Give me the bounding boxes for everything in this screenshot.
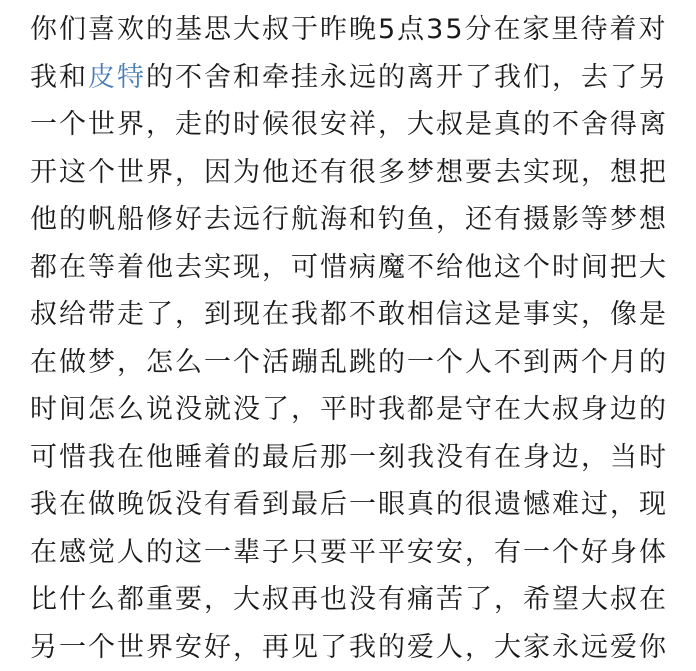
post-text: 比什么都重要，大叔再也没有痛苦了，希望大叔在 (30, 584, 668, 615)
post-text: 他的帆船修好去远行航海和钓鱼，还有摄影等梦想 (30, 204, 668, 235)
post-text: 可惜我在他睡着的最后那一刻我没有在身边，当时 (30, 442, 668, 473)
post-line (30, 529, 680, 577)
post-line (30, 291, 680, 339)
post-line (30, 386, 680, 434)
post-text: 的不舍和牵挂永远的离开了我们，去了另 (146, 62, 668, 93)
post-text: 我在做晚饭没有看到最后一眼真的很遗憾难过，现 (30, 489, 668, 520)
post-text: 都在等着他去实现，可惜病魔不给他这个时间把大 (30, 252, 668, 283)
post-line (30, 6, 680, 54)
post-line (30, 339, 680, 387)
post-line (30, 481, 680, 529)
post-body (30, 6, 680, 671)
post-line (30, 244, 680, 292)
post-line (30, 54, 680, 102)
post-text: 开这个世界，因为他还有很多梦想要去实现，想把 (30, 157, 668, 188)
post-text: 时间怎么说没就没了，平时我都是守在大叔身边的 (30, 394, 668, 425)
post-line (30, 149, 680, 197)
mention-link-pite[interactable]: 皮特 (88, 62, 146, 93)
post-line (30, 434, 680, 482)
post-line (30, 101, 680, 149)
post-text: 我和 (30, 62, 88, 93)
post-line (30, 576, 680, 624)
post-text: 你们喜欢的基思大叔于昨晚5点35分在家里待着对 (30, 14, 668, 45)
post-line (30, 196, 680, 244)
post-text: 叔给带走了，到现在我都不敢相信这是事实，像是 (30, 299, 668, 330)
post-text: 一个世界，走的时候很安祥，大叔是真的不舍得离 (30, 109, 668, 140)
post-text: 在感觉人的这一辈子只要平平安安，有一个好身体 (30, 537, 668, 568)
post-line (30, 624, 680, 671)
post-text: 另一个世界安好，再见了我的爱人，大家永远爱你 (30, 632, 668, 663)
post-text: 在做梦，怎么一个活蹦乱跳的一个人不到两个月的 (30, 347, 668, 378)
